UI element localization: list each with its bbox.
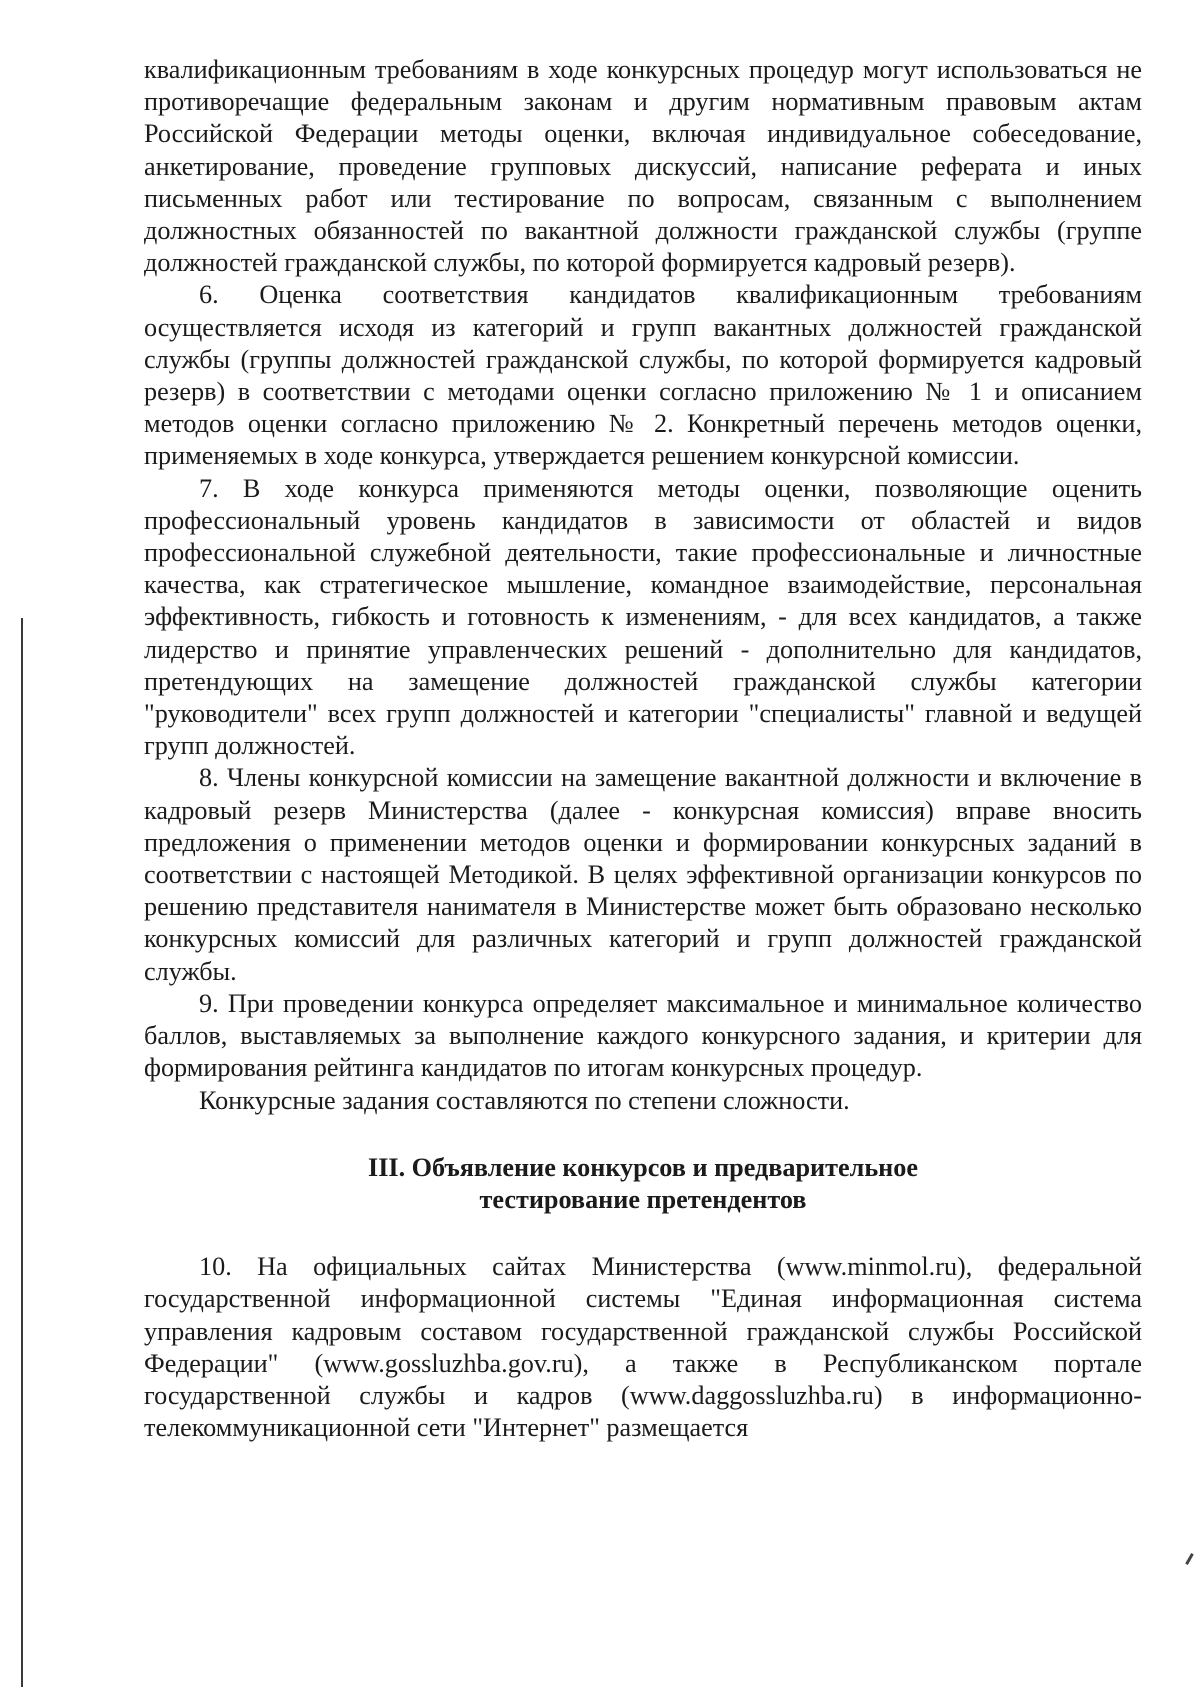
paragraph-7: 7. В ходе конкурса применяются методы оценки, позволяющие оценить профессиональный уровень кандидатов в зависимости от областей и видов профессиональной служебной деятельности, такие профессиональные и личностные качества, как стратегическое мышление, командное взаимодействие, персональная эффективность, гибкость и готовность к изменениям, - для всех кандидатов, а также лидерство и принятие управленческих решений - дополнительно для кандидатов, претендующих на замещение должностей гражданской службы категории "руководители" всех групп должностей и категории "специалисты" главной и ведущей групп должностей.	[144, 473, 1142, 761]
scan-mark	[1185, 1553, 1194, 1565]
document-body	[144, 54, 1142, 1444]
section-heading-line-1: III. Объявление конкурсов и предварительное	[368, 1152, 918, 1182]
paragraph-9-note: Конкурсные задания составляются по степени сложности.	[199, 1085, 850, 1115]
paragraph-6: 6. Оценка соответствия кандидатов квалификационным требованиям осуществляется исходя из категорий и групп вакантных должностей гражданской службы (группы должностей гражданской службы, по которой формируется кадровый резерв) в соответствии с методами оценки согласно приложению № 1 и описанием методов оценки согласно приложению № 2. Конкретный перечень методов оценки, применяемых в ходе конкурса, утверждается решением конкурсной комиссии.	[144, 280, 1142, 471]
paragraph-5-continuation: квалификационным требованиям в ходе конкурсных процедур могут использоваться не противоречащие федеральным законам и другим нормативным правовым актам Российской Федерации методы оценки, включая индивидуальное собеседование, анкетирование, проведение групповых дискуссий, написание реферата и иных письменных работ или тестирование по вопросам, связанным с выполнением должностных обязанностей по вакантной должности гражданской службы (группе должностей гражданской службы, по которой формируется кадровый резерв).	[144, 55, 1142, 278]
paragraph-10: 10. На официальных сайтах Министерства (www.minmol.ru), федеральной государственной информационной системы "Единая информационная система управления кадровым составом государственной гражданской службы Российской Федерации" (www.gossluzhba.gov.ru), а также в Республиканском портале государственной службы и кадров (www.daggossluzhba.ru) в информационно-телекоммуникационной сети "Интернет" размещается	[144, 1252, 1142, 1443]
spacer	[144, 1216, 1142, 1251]
section-heading-line-2: тестирование претендентов	[479, 1184, 807, 1214]
paragraph-8: 8. Члены конкурсной комиссии на замещение вакантной должности и включение в кадровый резерв Министерства (далее - конкурсная комиссия) вправе вносить предложения о применении методов оценки и формировании конкурсных заданий в соответствии с настоящей Методикой. В целях эффективной организации конкурсов по решению представителя нанимателя в Министерстве может быть образовано несколько конкурсных комиссий для различных категорий и групп должностей гражданской службы.	[144, 763, 1142, 986]
spacer	[144, 1117, 1142, 1152]
scan-margin-line	[21, 618, 23, 1687]
paragraph-9: 9. При проведении конкурса определяет максимальное и минимальное количество баллов, выставляемых за выполнение каждого конкурсного задания, и критерии для формирования рейтинга кандидатов по итогам конкурсных процедур.	[144, 988, 1142, 1083]
